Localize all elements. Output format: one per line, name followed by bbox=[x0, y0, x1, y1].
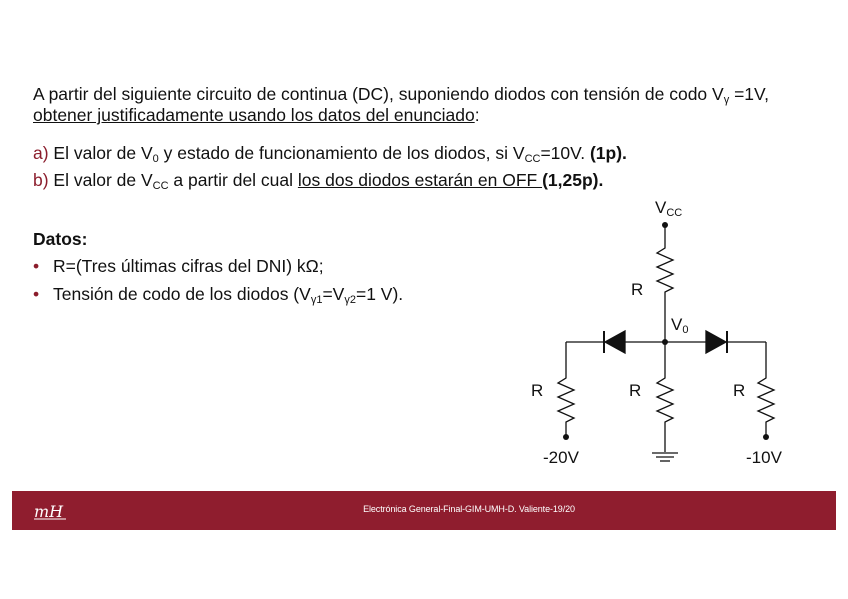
question-a-points: (1p). bbox=[589, 143, 627, 163]
gamma-subscript: γ bbox=[723, 94, 730, 106]
datos-title: Datos: bbox=[33, 229, 88, 249]
left-terminal-dot bbox=[563, 434, 569, 440]
question-b-label: b) bbox=[33, 170, 49, 190]
question-a-text3: =10V. bbox=[540, 143, 590, 163]
vcc-subscript: CC bbox=[152, 180, 169, 192]
footer-bar bbox=[12, 491, 836, 530]
gamma2-subscript: γ2 bbox=[344, 294, 356, 306]
v-right-label: -10V bbox=[746, 448, 782, 467]
question-a-text2: y estado de funcionamiento de los diodos, si V bbox=[158, 143, 525, 163]
resistor-left bbox=[558, 374, 574, 426]
right-terminal-dot bbox=[763, 434, 769, 440]
resistor-right bbox=[758, 374, 774, 426]
diode-right-icon bbox=[706, 331, 726, 353]
question-b-text1: El valor de V bbox=[48, 170, 153, 190]
v0-subscript: 0 bbox=[152, 153, 159, 165]
datos-item-2-text-b: =V bbox=[322, 284, 345, 304]
v0-node-dot bbox=[662, 339, 668, 345]
footer-text: Electrónica General-Final-GIM-UMH-D. Valiente-19/20 bbox=[363, 504, 575, 514]
bullet-icon: • bbox=[33, 284, 40, 304]
r-right-label: R bbox=[733, 381, 746, 400]
datos-item-2-text-c: =1 V). bbox=[355, 284, 404, 304]
intro-line2-end: : bbox=[474, 105, 480, 125]
r-left-label: R bbox=[531, 381, 544, 400]
diode-left-icon bbox=[605, 331, 625, 353]
question-a-text1: El valor de V bbox=[48, 143, 153, 163]
r-top-label: R bbox=[631, 280, 644, 299]
question-a-label: a) bbox=[33, 143, 49, 163]
r-mid-label: R bbox=[629, 381, 642, 400]
question-b-text2: a partir del cual bbox=[168, 170, 298, 190]
datos-item-1-text: R=(Tres últimas cifras del DNI) kΩ; bbox=[53, 256, 324, 276]
vcc-terminal-dot bbox=[662, 222, 668, 228]
question-b-points: (1,25p). bbox=[542, 170, 604, 190]
question-b-underlined: los dos diodos estarán en OFF bbox=[297, 170, 543, 190]
intro-line1-end: =1V, bbox=[729, 84, 769, 104]
resistor-middle bbox=[657, 374, 673, 426]
datos-item-2-text-a: Tensión de codo de los diodos (V bbox=[53, 284, 311, 304]
intro-line2-underlined: obtener justificadamente usando los datos del enunciado bbox=[33, 105, 475, 125]
bullet-icon: • bbox=[33, 256, 40, 276]
svg-text:mH: mH bbox=[34, 502, 64, 521]
v0-label: V0 bbox=[671, 315, 689, 336]
gamma1-subscript: γ1 bbox=[310, 294, 323, 306]
resistor-top bbox=[657, 244, 673, 296]
vcc-subscript: CC bbox=[524, 153, 541, 165]
vcc-label: VCC bbox=[655, 198, 683, 219]
v-left-label: -20V bbox=[543, 448, 579, 467]
intro-line1: A partir del siguiente circuito de continua (DC), suponiendo diodos con tensión de codo V bbox=[33, 84, 724, 104]
